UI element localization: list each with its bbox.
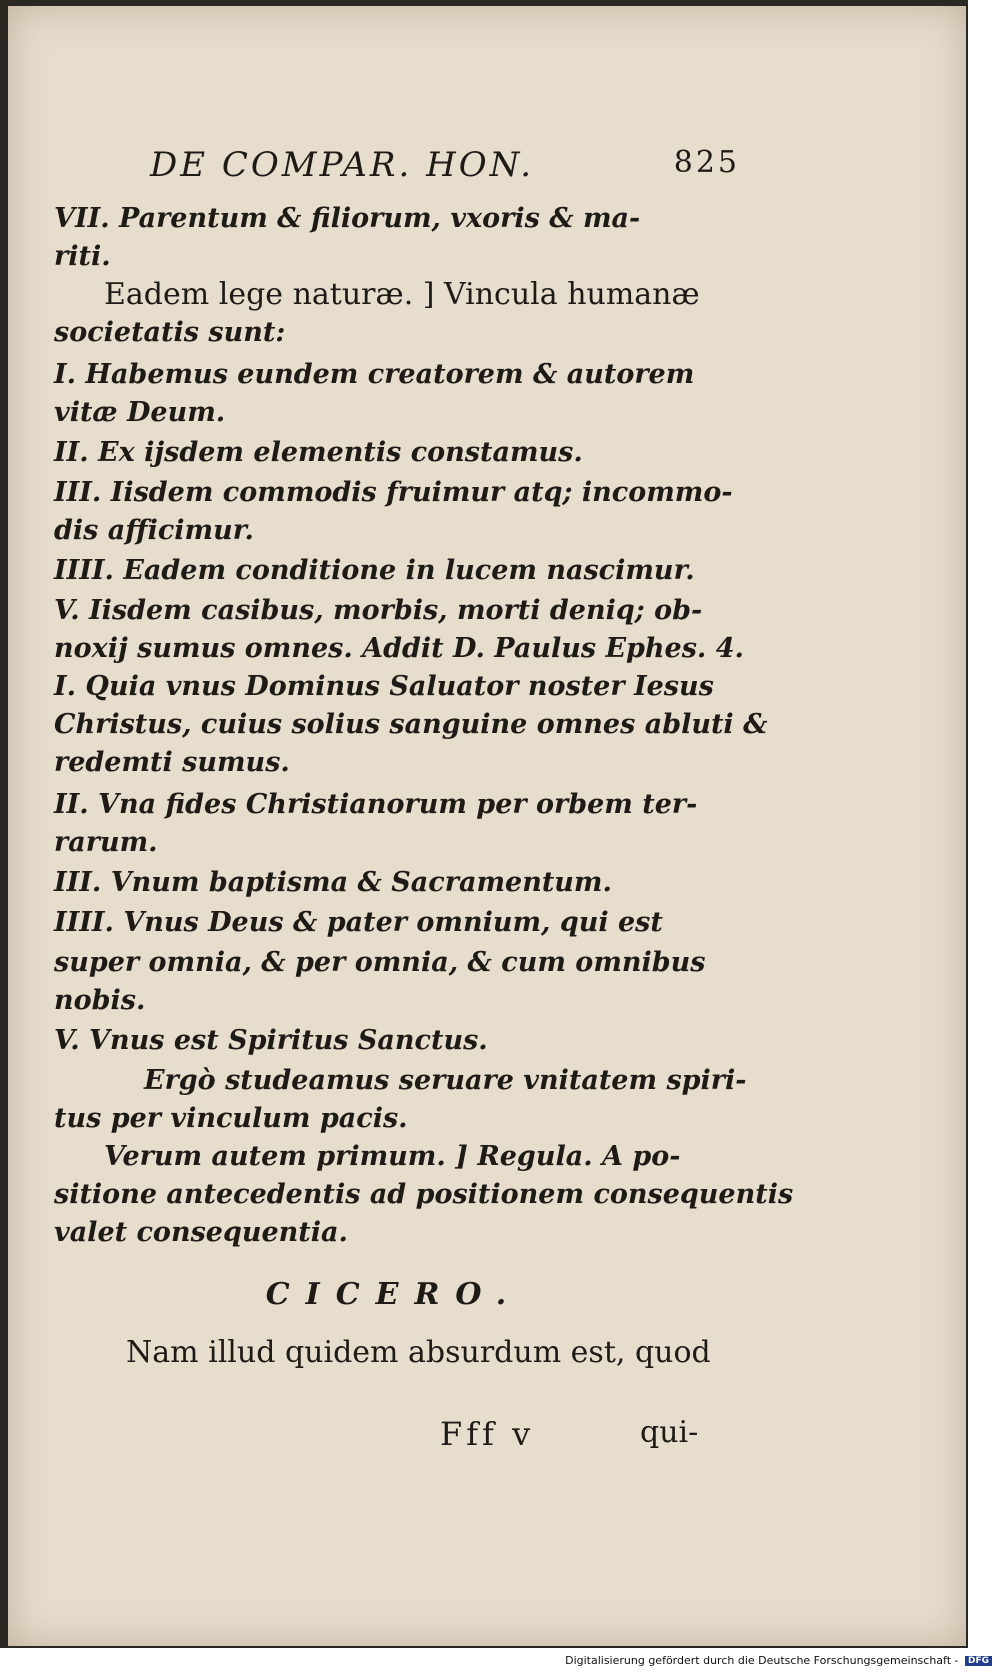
text-line: Ergò studeamus seruare vnitatem spiri-	[144, 1065, 747, 1096]
page-number: 825	[673, 145, 740, 180]
text-line: V. Vnus est Spiritus Sanctus.	[54, 1025, 488, 1056]
text-line: III. Iisdem commodis fruimur atq; incommo-	[54, 477, 733, 508]
text-line: societatis sunt:	[54, 317, 286, 348]
text-line: valet consequentia.	[54, 1217, 348, 1248]
text-line: III. Vnum baptisma & Sacramentum.	[54, 867, 612, 898]
running-header	[150, 145, 740, 195]
text-line: redemti sumus.	[54, 747, 290, 778]
text-line: vitæ Deum.	[54, 397, 226, 428]
text-line: VII. Parentum & filiorum, vxoris & ma-	[54, 203, 641, 234]
text-line: I. Quia vnus Dominus Saluator noster Iesus	[54, 671, 714, 702]
text-line: rarum.	[54, 827, 158, 858]
text-line: Verum autem primum. ] Regula. A po-	[104, 1141, 681, 1172]
text-line: Nam illud quidem absurdum est, quod	[126, 1335, 711, 1370]
text-line: V. Iisdem casibus, morbis, morti deniq; ob-	[54, 595, 703, 626]
credit-text: Digitalisierung gefördert durch die Deutsche Forschungsgemeinschaft -	[565, 1654, 959, 1667]
text-line: tus per vinculum pacis.	[54, 1103, 408, 1134]
text-line: II. Vna fides Christianorum per orbem ter-	[54, 789, 698, 820]
text-line: riti.	[54, 241, 111, 272]
text-line: Eadem lege naturæ. ] Vincula humanæ	[104, 277, 700, 312]
text-line: IIII. Vnus Deus & pater omnium, qui est	[54, 907, 663, 938]
section-heading: CICERO.	[265, 1277, 523, 1312]
text-line: noxij sumus omnes. Addit D. Paulus Ephes. 4.	[54, 633, 744, 664]
text-line: Christus, cuius solius sanguine omnes abluti &	[54, 709, 768, 740]
text-line: II. Ex ijsdem elementis constamus.	[54, 437, 583, 468]
digitization-credit	[565, 1654, 992, 1667]
running-head-title: DE COMPAR. HON.	[150, 145, 535, 185]
text-line: dis afficimur.	[54, 515, 254, 546]
dfg-logo: DFG	[965, 1656, 992, 1666]
text-line: nobis.	[54, 985, 146, 1016]
catchword: qui-	[640, 1415, 699, 1450]
text-line: super omnia, & per omnia, & cum omnibus	[54, 947, 706, 978]
text-line: IIII. Eadem conditione in lucem nascimur.	[54, 555, 695, 586]
text-line: sitione antecedentis ad positionem consequentis	[54, 1179, 794, 1210]
text-line: I. Habemus eundem creatorem & autorem	[54, 359, 695, 390]
signature-mark: Fff v	[440, 1415, 535, 1453]
